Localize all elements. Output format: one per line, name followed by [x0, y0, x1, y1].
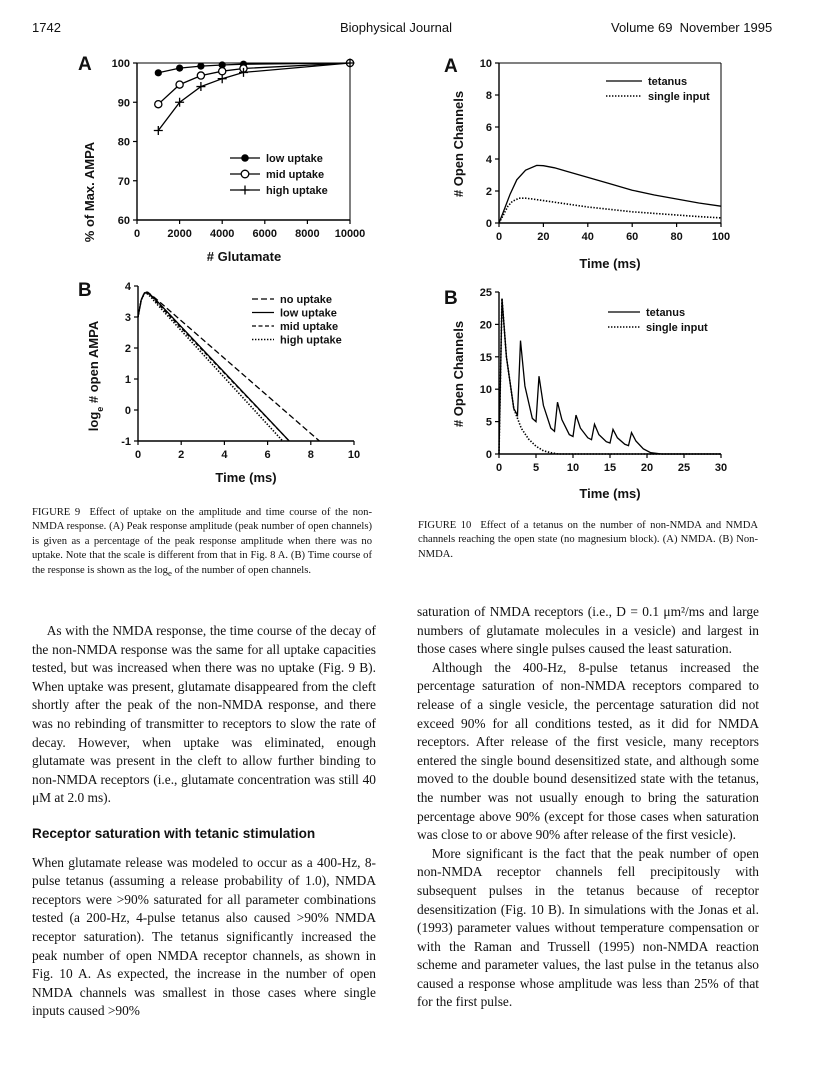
y-tick-label: 4: [124, 281, 131, 293]
x-tick-label: 6000: [252, 228, 278, 240]
y-tick-label: 8: [485, 90, 492, 102]
y-tick-label: 4: [485, 154, 492, 166]
y-axis-label: # Open Channels: [451, 90, 466, 198]
figure10-caption: [418, 519, 758, 562]
legend-label: mid uptake: [266, 169, 325, 181]
y-tick-label: 90: [117, 97, 130, 110]
legend: [252, 294, 342, 347]
legend-marker: [241, 170, 249, 178]
x-tick-label: 10: [347, 449, 361, 461]
figure10-panel-a: [430, 50, 770, 272]
y-tick-label: 2: [124, 343, 131, 355]
panel-label: B: [78, 280, 92, 301]
series-high-uptake: [138, 293, 283, 441]
y-tick-label: 80: [117, 136, 130, 149]
series-single-input: [499, 198, 721, 223]
y-tick-label: 60: [117, 215, 130, 227]
volume-number: Volume 69: [611, 20, 673, 35]
y-tick-label: 10: [479, 384, 492, 397]
y-tick-label: 0: [124, 405, 131, 417]
y-tick-label: 15: [479, 351, 492, 364]
paragraph: As with the NMDA response, the time course of the decay of the non-NMDA response was the same for all uptake capacities tested, but was increased when there was no uptake (Fig. 9 B). When uptake was present, glutamate disappeared from the cleft shortly after the peak of the non-NMDA response, and there was no rebinding of transmitter to receptors to slow the rate of decay. However, when uptake was eliminated, enough glutamate was present in the cleft to allow further binding to non-NMDA receptors (i.e., glutamate concentration was still 40 μM at 2.0 ms).: [32, 623, 376, 806]
data-point: [155, 69, 162, 76]
legend-label: single input: [648, 91, 710, 103]
volume-info: [611, 20, 772, 35]
x-tick-label: 20: [537, 231, 550, 243]
legend-label: low uptake: [280, 307, 337, 320]
x-axis-label: Time (ms): [579, 256, 641, 271]
legend: [606, 76, 710, 103]
data-point: [218, 74, 227, 83]
x-tick-label: 10000: [334, 228, 366, 240]
y-axis-label-sub: e: [95, 406, 105, 412]
y-axis-label-rest: # open AMPA: [86, 320, 101, 407]
x-tick-label: 0: [495, 231, 503, 243]
series-mid-uptake: [158, 63, 350, 104]
y-tick-label: 2: [485, 186, 492, 198]
x-tick-label: 40: [581, 231, 594, 243]
y-axis-label: % of Max. AMPA: [82, 141, 97, 243]
data-point: [197, 63, 204, 70]
legend: [230, 153, 328, 197]
caption-label: FIGURE 9: [32, 507, 81, 518]
x-tick-label: 80: [670, 231, 683, 243]
x-tick-label: 0: [495, 462, 503, 474]
legend-label: mid uptake: [280, 321, 339, 333]
section-heading: Receptor saturation with tetanic stimulation: [32, 825, 316, 841]
issue-date: November 1995: [679, 20, 773, 35]
y-axis-label: # Open Channels: [451, 320, 466, 428]
axes: [480, 58, 730, 243]
caption-subscript: e: [167, 567, 172, 578]
x-tick-label: 100: [711, 231, 731, 243]
legend-marker: [241, 154, 249, 162]
axes: [480, 287, 727, 474]
y-tick-label: 0: [485, 218, 492, 230]
paragraph: When glutamate release was modeled to occur as a 400-Hz, 8-pulse tetanus (assuming a release probability of 1.0), NMDA receptors were >90% saturated for all parameter combinations tested (a 200-Hz, 4-pulse tetanus also caused >90% NMDA receptor saturation). The tetanus significantly increased the peak number of open NMDA receptor channels, as shown in Fig. 10 A. As expected, the increase in the number of open NMDA channels was smallest in those cases where single inputs caused >90%: [32, 854, 376, 1019]
series-high-uptake: [158, 63, 350, 131]
y-axis-label-log: log: [86, 411, 101, 432]
x-tick-label: 2: [178, 449, 185, 461]
y-tick-label: 25: [479, 287, 492, 299]
paragraph: saturation of NMDA receptors (i.e., D = 0.1 μm²/ms and large numbers of glutamate molecules in a vesicle) and largest in those cases where single pulses caused the least saturation.: [417, 604, 759, 657]
data-point: [176, 81, 183, 88]
legend-label: tetanus: [646, 307, 686, 319]
x-tick-label: 8000: [295, 228, 320, 240]
y-tick-label: 1: [124, 374, 131, 386]
x-tick-label: 15: [603, 462, 617, 474]
x-tick-label: 60: [626, 231, 639, 243]
y-axis-label: [86, 320, 105, 431]
legend-label: tetanus: [648, 76, 688, 88]
panel-label: B: [444, 288, 458, 309]
x-axis-label: Time (ms): [215, 470, 277, 485]
legend-marker: [241, 186, 250, 195]
x-tick-label: 25: [677, 462, 691, 474]
series-tetanus: [499, 165, 721, 223]
x-tick-label: 8: [307, 449, 314, 461]
y-tick-label: 100: [111, 58, 130, 70]
y-tick-label: 0: [485, 449, 492, 461]
caption-text-end: of the number of open channels.: [171, 564, 312, 576]
legend: [608, 307, 708, 334]
axes: [112, 58, 366, 240]
x-axis-label: # Glutamate: [206, 249, 282, 264]
caption-text: Effect of a tetanus on the number of non-NMDA and NMDA channels reaching the open state (no magnesium block). (A) NMDA. (B) Non-NMDA.: [418, 520, 759, 560]
right-column: [417, 603, 759, 1012]
y-tick-label: 5: [485, 416, 492, 429]
figure9-panel-a: [70, 50, 380, 270]
x-tick-label: 10: [566, 462, 580, 474]
x-tick-label: 2000: [167, 228, 192, 240]
plot-area: [154, 59, 355, 136]
panel-label: A: [78, 54, 92, 75]
x-tick-label: 30: [714, 462, 728, 474]
y-tick-label: 10: [479, 58, 492, 70]
left-column: [32, 622, 376, 1021]
journal-title: Biophysical Journal: [340, 20, 453, 35]
legend-label: single input: [646, 322, 708, 334]
figure9-caption: [32, 506, 372, 580]
data-point: [219, 68, 226, 75]
caption-label: FIGURE 10: [418, 520, 472, 531]
paragraph: Although the 400-Hz, 8-pulse tetanus increased the percentage saturation of non-NMDA receptors compared to release of a single vesicle, the percentage saturation did not exceed 90% for all conditions tested, as it did for NMDA receptors. After release of the first vesicle, many receptors entered the single bound desensitized state, and although some moved to the double bound desensitized state with the tetanus, the number was not usually enough to bring the saturation percentage above 90% (except for those cases when saturation was close to or above 90% after release of the first vesicle).: [417, 659, 759, 843]
data-point: [346, 59, 355, 68]
figure10-panel-b: [430, 280, 770, 502]
x-tick-label: 20: [640, 462, 654, 474]
paragraph: More significant is the fact that the peak number of open non-NMDA receptor channels fell precipitously with subsequent pulses in the tetanus because of receptor desensitization (Fig. 10 B). In simulations with the Jonas et al. (1993) parameter values without temperature compensation or with the Raman and Trussell (1995) non-NMDA reaction scheme and parameter values, the last pulse in the tetanus also caused a response whose amplitude was less than 25% of that for the first pulse.: [417, 845, 759, 1010]
y-tick-label: -1: [121, 436, 131, 448]
x-tick-label: 4: [221, 449, 228, 461]
legend-label: high uptake: [280, 334, 342, 347]
figure9-panel-b: [70, 272, 380, 497]
plot-area: [499, 165, 721, 223]
x-tick-label: 6: [264, 449, 271, 461]
x-tick-label: 0: [133, 228, 141, 240]
y-tick-label: 70: [117, 175, 130, 188]
y-tick-label: 6: [485, 122, 492, 134]
legend-label: high uptake: [266, 185, 328, 197]
x-axis-label: Time (ms): [579, 486, 641, 501]
data-point: [176, 65, 183, 72]
page-number: 1742: [32, 20, 61, 35]
data-point: [155, 101, 162, 108]
panel-label: A: [444, 56, 458, 77]
y-tick-label: 20: [479, 319, 492, 332]
y-tick-label: 3: [124, 312, 131, 324]
x-tick-label: 0: [134, 449, 142, 461]
legend-label: no uptake: [280, 294, 332, 306]
legend-label: low uptake: [266, 153, 323, 165]
x-tick-label: 4000: [209, 228, 235, 240]
caption-text: Effect of uptake on the amplitude and time course of the non-NMDA response. (A) Peak response amplitude (peak number of open channels) is given as a percentage of the peak response amplitude when there was no uptake. Note that the scale is different from that in Fig. 8 A. (B) Time course of the response is shown as the log: [32, 507, 372, 576]
data-point: [197, 72, 204, 79]
x-tick-label: 5: [532, 462, 540, 474]
